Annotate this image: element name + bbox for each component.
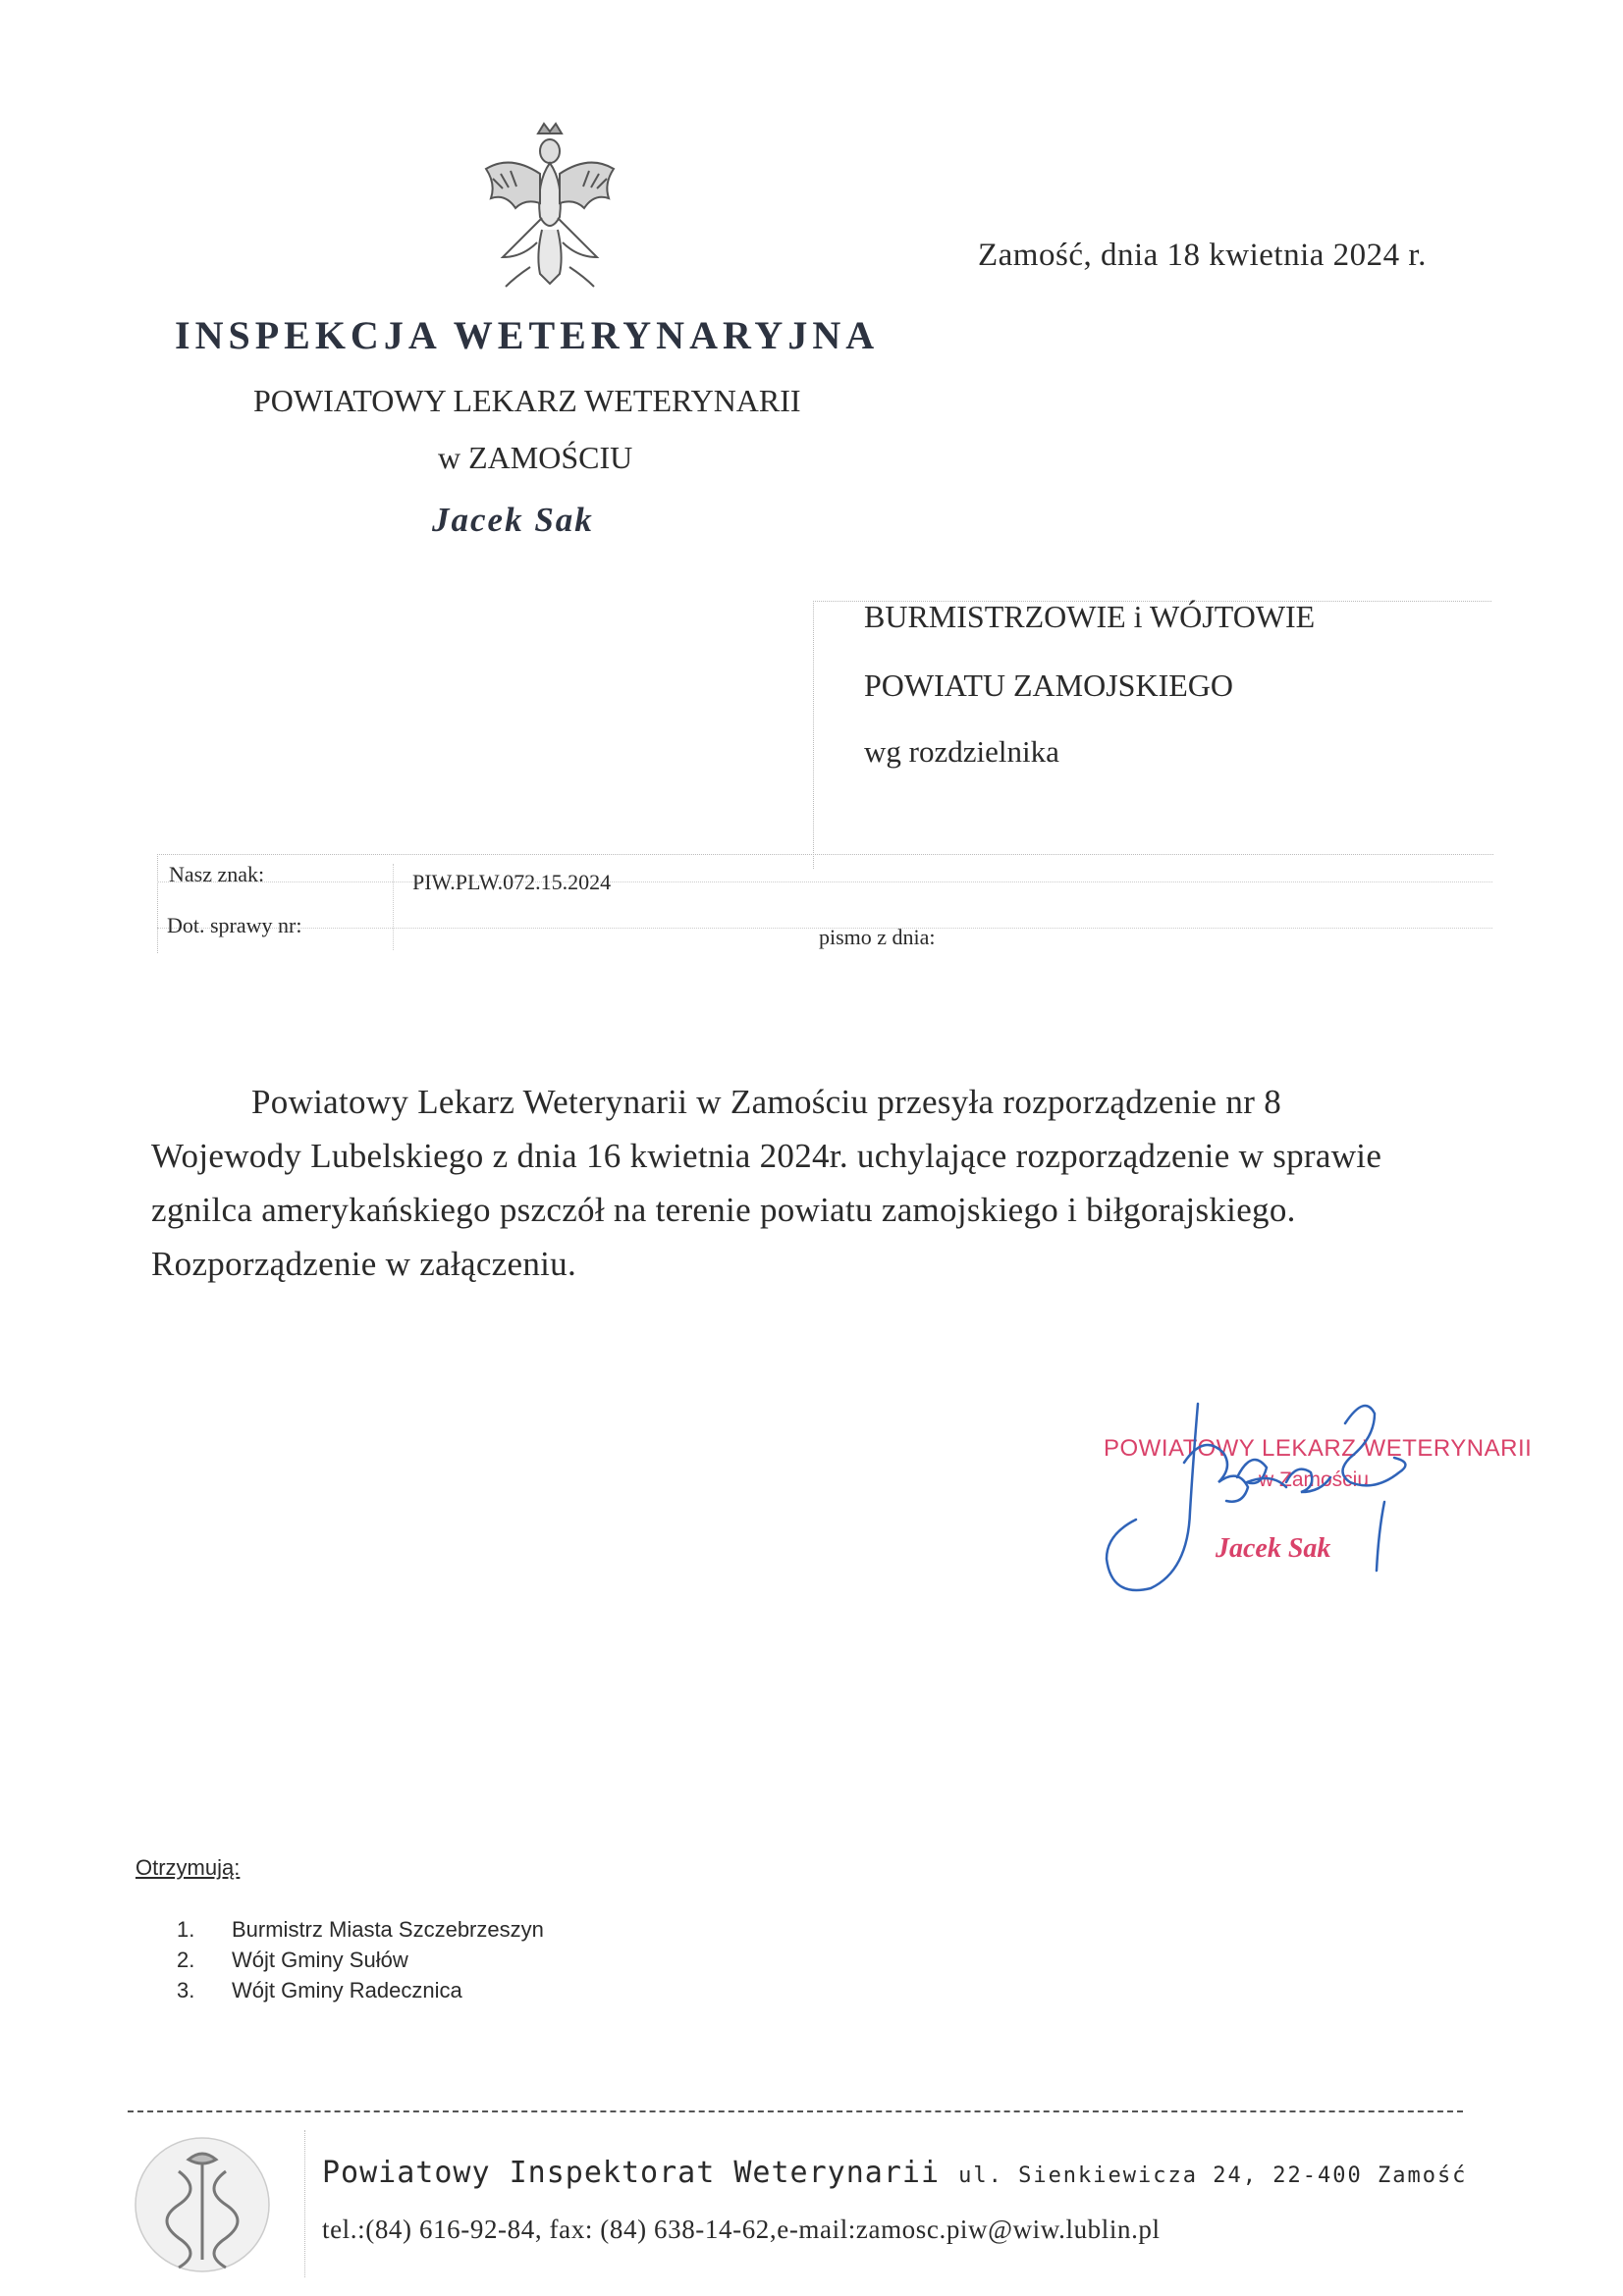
addressee-line-1: BURMISTRZOWIE i WÓJTOWIE — [864, 599, 1316, 634]
recipients-title: Otrzymują: — [135, 1855, 241, 1880]
list-item-name: Wójt Gminy Radecznica — [232, 1978, 462, 2002]
footer-rule — [128, 2110, 1463, 2112]
officer-name: Jacek Sak — [432, 501, 594, 539]
stamp-line-1: POWIATOWY LEKARZ WETERYNARII — [1104, 1435, 1533, 1462]
list-item — [177, 1975, 544, 2005]
stamp-line-3: Jacek Sak — [1216, 1533, 1331, 1564]
list-item-name: Wójt Gminy Sułów — [232, 1948, 408, 1972]
handwritten-signature — [1090, 1384, 1443, 1600]
footer-contact: tel.:(84) 616-92-84, fax: (84) 638-14-62,e-mail:zamosc.piw@wiw.lublin.pl — [322, 2215, 1161, 2244]
office-title: POWIATOWY LEKARZ WETERYNARII — [253, 383, 801, 418]
caduceus-icon — [130, 2132, 275, 2277]
list-item-name: Burmistrz Miasta Szczebrzeszyn — [232, 1917, 544, 1942]
footer-institution: Powiatowy Inspektorat Weterynarii — [322, 2156, 941, 2190]
case-number-label: Dot. sprawy nr: — [167, 913, 302, 937]
footer-divider — [304, 2130, 305, 2277]
organization-name: INSPEKCJA WETERYNARYJNA — [175, 313, 880, 357]
list-item-number: 2. — [177, 1948, 195, 1972]
office-city: w ZAMOŚCIU — [438, 440, 633, 475]
letter-date-label: pismo z dnia: — [819, 925, 936, 949]
stamp-line-2: w Zamościu — [1259, 1468, 1370, 1491]
footer-address: ul. Sienkiewicza 24, 22-400 Zamość — [958, 2163, 1468, 2188]
reference-column-divider — [393, 864, 394, 950]
list-item-number: 1. — [177, 1917, 195, 1942]
list-item — [177, 1945, 544, 1975]
addressee-line-3: wg rozdzielnika — [864, 734, 1059, 769]
our-reference-value: PIW.PLW.072.15.2024 — [412, 870, 612, 894]
polish-eagle-icon — [471, 120, 628, 292]
list-item — [177, 1914, 544, 1945]
letter-body: Powiatowy Lekarz Weterynarii w Zamościu przesyła rozporządzenie nr 8 Wojewody Lubelskiego z dnia 16 kwietnia 2024r. uchylające rozporządzenie w sprawie zgnilca amerykańskiego pszczół na terenie powiatu zamojskiego i biłgorajskiego. Rozporządzenie w załączeniu. — [151, 1083, 1382, 1283]
place-and-date: Zamość, dnia 18 kwietnia 2024 r. — [978, 238, 1427, 273]
reference-divider-line — [157, 881, 1492, 882]
recipients-list — [177, 1914, 544, 2005]
footer-institution-line — [322, 2156, 1467, 2190]
our-reference-label: Nasz znak: — [169, 862, 265, 886]
addressee-line-2: POWIATU ZAMOJSKIEGO — [864, 667, 1233, 703]
list-item-number: 3. — [177, 1978, 195, 2002]
